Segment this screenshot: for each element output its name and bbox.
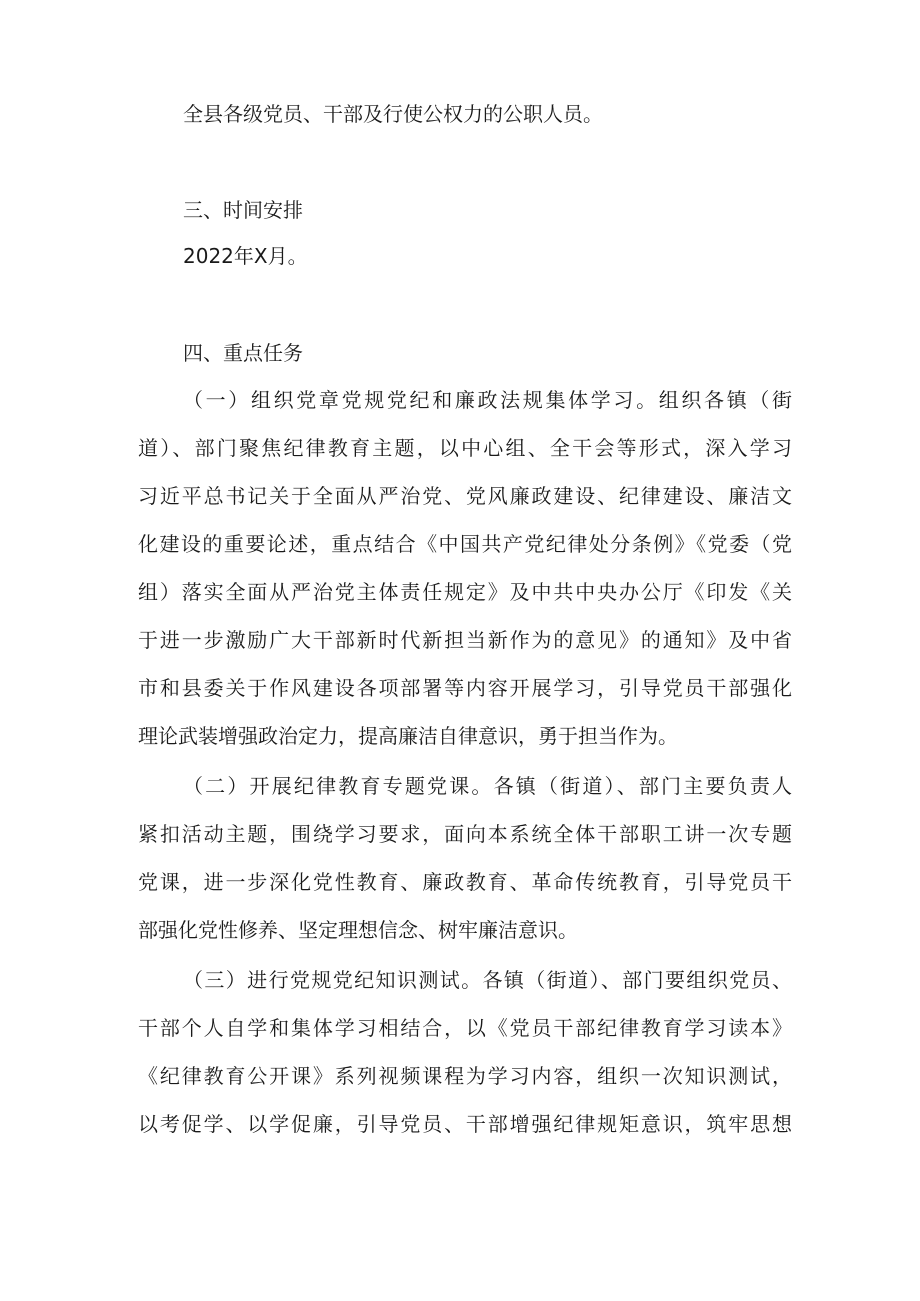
para3-line-2: 干部个人自学和集体学习相结合，以《党员干部纪律教育学习读本》 [138, 1016, 792, 1040]
section-4-heading: 四、重点任务 [183, 341, 303, 365]
para3-line-3: 《纪律教育公开课》系列视频课程为学习内容，组织一次知识测试， [138, 1064, 792, 1088]
para3-line-1: （三）进行党规党纪知识测试。各镇（街道）、部门要组织党员、 [183, 968, 792, 992]
para2-line-3: 党课，进一步深化党性教育、廉政教育、革命传统教育，引导党员干 [138, 870, 792, 894]
intro-line: 全县各级党员、干部及行使公权力的公职人员。 [183, 102, 603, 126]
section-3-heading: 三、时间安排 [183, 198, 303, 222]
para1-line-1: （一）组织党章党规党纪和廉政法规集体学习。组织各镇（街 [183, 388, 792, 412]
para1-line-2: 道）、部门聚焦纪律教育主题，以中心组、全干会等形式，深入学习 [138, 436, 792, 460]
para1-line-4: 化建设的重要论述，重点结合《中国共产党纪律处分条例》《党委（党 [138, 532, 792, 556]
para1-line-3: 习近平总书记关于全面从严治党、党风廉政建设、纪律建设、廉洁文 [138, 484, 792, 508]
para3-line-4: 以考促学、以学促廉，引导党员、干部增强纪律规矩意识，筑牢思想 [138, 1112, 792, 1136]
para1-line-7: 市和县委关于作风建设各项部署等内容开展学习，引导党员干部强化 [138, 676, 792, 700]
para1-line-5: 组）落实全面从严治党主体责任规定》及中共中央办公厅《印发《关 [138, 580, 792, 604]
para1-line-6: 于进一步激励广大干部新时代新担当新作为的意见》的通知》及中省 [138, 628, 792, 652]
para2-line-4: 部强化党性修养、坚定理想信念、树牢廉洁意识。 [138, 918, 578, 942]
para2-line-1: （二）开展纪律教育专题党课。各镇（街道）、部门主要负责人 [183, 774, 792, 798]
para1-line-8: 理论武装增强政治定力，提高廉洁自律意识，勇于担当作为。 [138, 724, 678, 748]
para2-line-2: 紧扣活动主题，围绕学习要求，面向本系统全体干部职工讲一次专题 [138, 822, 792, 846]
section-3-body: 2022年X月。 [183, 244, 308, 268]
